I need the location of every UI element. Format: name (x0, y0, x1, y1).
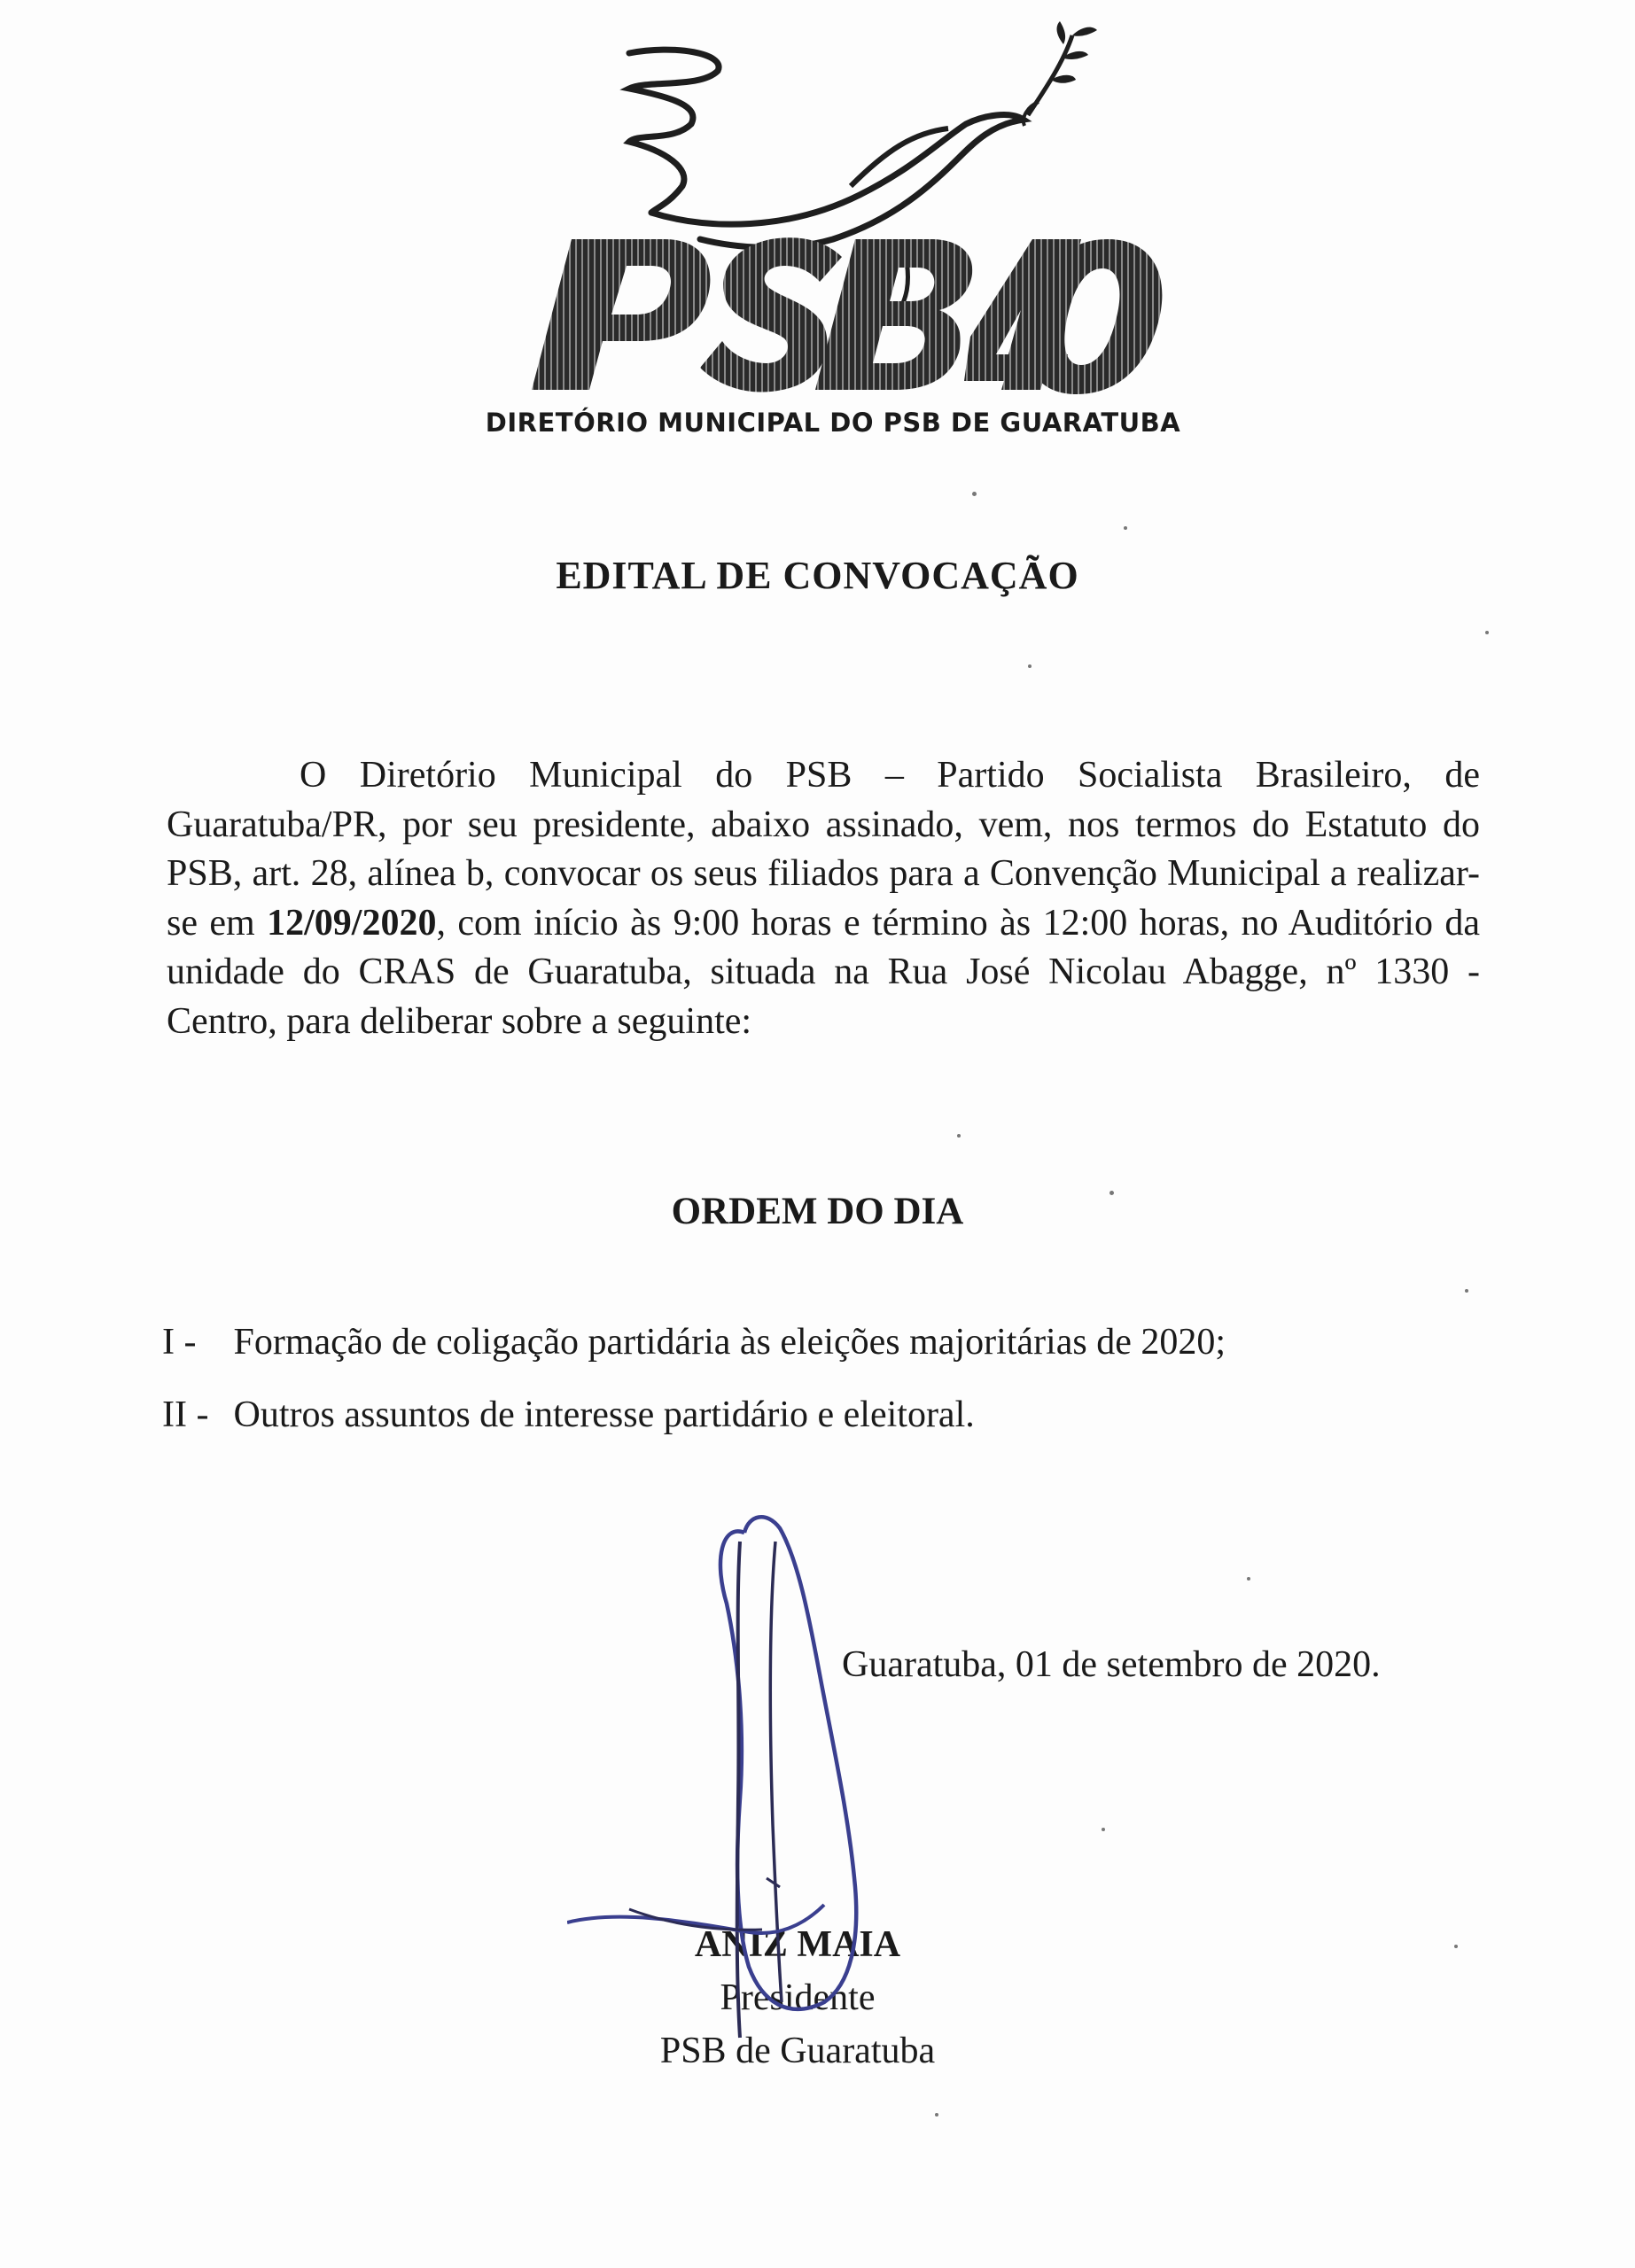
agenda-item (162, 1393, 1491, 1465)
agenda-item-number: I - (162, 1322, 197, 1363)
organization-name: DIRETÓRIO MUNICIPAL DO PSB DE GUARATUBA (485, 408, 1181, 438)
scan-speck (1124, 526, 1127, 530)
scan-speck (957, 1134, 961, 1138)
dove-logo-icon (496, 18, 1170, 434)
scan-speck (1485, 631, 1489, 634)
scan-speck (1247, 1577, 1250, 1581)
document-title: EDITAL DE CONVOCAÇÃO (556, 554, 1079, 597)
agenda-item-number: II - (162, 1394, 209, 1435)
scan-speck (1454, 1945, 1458, 1948)
paragraph-text-end: , com início às 9:00 horas e término às 12:00 horas, no Auditório da unidade do CRAS de Guaratuba, situada na Rua José Nicolau Abagge, nº 1330 - Centro, para deliberar sobre a seguinte: (167, 902, 1481, 1042)
scan-speck (935, 2113, 938, 2117)
convention-date: 12/09/2020 (267, 902, 437, 944)
agenda-title: ORDEM DO DIA (671, 1191, 964, 1232)
scan-speck (1102, 1828, 1105, 1831)
handwritten-signature-icon (567, 1506, 904, 2073)
paragraph-text-start: O Diretório Municipal do PSB – Partido Socialista Brasileiro, de Guaratuba/PR, por seu presidente, abaixo assinado, vem, nos termos do Estatuto do PSB, art. 28, alínea b, convocar os seus filiados para a Convenção Municipal a realizar-se em (167, 755, 1480, 944)
agenda-item-text: Outros assuntos de interesse partidário e eleitoral. (233, 1394, 975, 1435)
agenda-item-text: Formação de coligação partidária às eleições majoritárias de 2020; (233, 1322, 1226, 1363)
psb40-logo (496, 18, 1170, 434)
place-and-date: Guaratuba, 01 de setembro de 2020. (842, 1644, 1381, 1685)
scan-speck (1028, 664, 1032, 668)
signatory-name: ANIZ MAIA (694, 1924, 901, 1965)
scan-speck (1109, 1191, 1114, 1195)
convocation-paragraph (167, 751, 1480, 1046)
scan-speck (1465, 1289, 1468, 1293)
agenda-item (162, 1320, 1491, 1393)
scan-speck (972, 492, 977, 496)
signatory-organization: PSB de Guaratuba (659, 2031, 936, 2071)
signatory-role: Presidente (720, 1977, 876, 2018)
agenda-list (162, 1320, 1491, 1465)
